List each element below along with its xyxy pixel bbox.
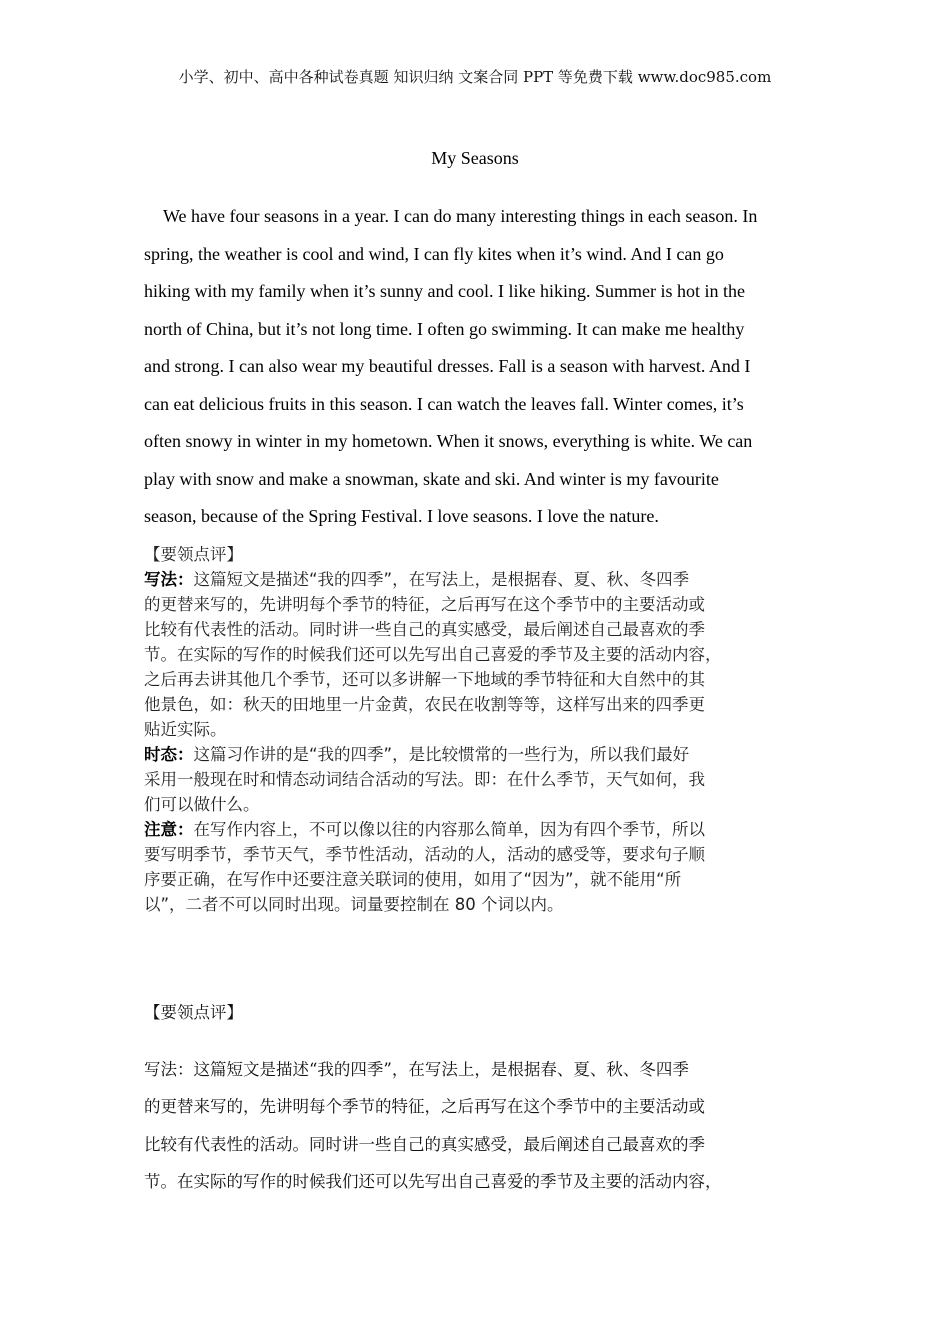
review-section — [144, 542, 814, 917]
writing-label: 写法： — [144, 570, 194, 589]
review-line: 要写明季节，季节天气，季节性活动，活动的人，活动的感受等，要求句子顺 — [144, 845, 705, 864]
review-line: 贴近实际。 — [144, 720, 227, 739]
review-line: 节。在实际的写作的时候我们还可以先写出自己喜爱的季节及主要的活动内容， — [144, 645, 722, 664]
essay-line: season, because of the Spring Festival. I love seasons. I love the nature. — [144, 506, 659, 526]
essay-line: hiking with my family when it’s sunny and cool. I like hiking. Summer is hot in the — [144, 281, 745, 301]
repeat-line: 写法：这篇短文是描述“我的四季”，在写法上，是根据春、夏、秋、冬四季 — [144, 1059, 689, 1079]
essay-line: We have four seasons in a year. I can do many interesting things in each season. In — [163, 206, 758, 226]
review-line: 序要正确，在写作中还要注意关联词的使用，如用了“因为”，就不能用“所 — [144, 870, 682, 889]
review-line: 时态：这篇习作讲的是“我的四季”，是比较惯常的一些行为，所以我们最好 — [144, 745, 690, 764]
note-label: 注意： — [144, 820, 194, 839]
essay-line: spring, the weather is cool and wind, I can fly kites when it’s wind. And I can go — [144, 243, 724, 264]
review-line: 注意：在写作内容上，不可以像以往的内容那么简单，因为有四个季节，所以 — [144, 820, 705, 839]
repeat-heading: 【要领点评】 — [144, 1003, 243, 1022]
essay-line: north of China, but it’s not long time. I often go swimming. It can make me healthy — [144, 318, 745, 339]
essay-title: My Seasons — [431, 148, 519, 168]
repeat-line: 的更替来写的，先讲明每个季节的特征，之后再写在这个季节中的主要活动或 — [144, 1097, 705, 1116]
review-line: 们可以做什么。 — [144, 795, 260, 814]
review-line: 之后再去讲其他几个季节，还可以多讲解一下地域的季节特征和大自然中的其 — [144, 670, 705, 689]
page-header: 小学、初中、高中各种试卷真题 知识归纳 文案合同 PPT 等免费下载 www.doc985.com — [178, 68, 772, 86]
repeat-section — [144, 994, 814, 1201]
essay-line: often snowy in winter in my hometown. When it snows, everything is white. We can — [144, 431, 753, 451]
tense-label: 时态： — [144, 745, 194, 764]
review-heading: 【要领点评】 — [144, 545, 243, 564]
review-line: 采用一般现在时和情态动词结合活动的写法。即：在什么季节，天气如何，我 — [144, 770, 705, 789]
repeat-line: 节。在实际的写作的时候我们还可以先写出自己喜爱的季节及主要的活动内容， — [144, 1172, 722, 1191]
repeat-line: 比较有代表性的活动。同时讲一些自己的真实感受，最后阐述自己最喜欢的季 — [144, 1134, 705, 1154]
review-line: 比较有代表性的活动。同时讲一些自己的真实感受，最后阐述自己最喜欢的季 — [144, 620, 705, 639]
review-line: 的更替来写的，先讲明每个季节的特征，之后再写在这个季节中的主要活动或 — [144, 595, 705, 614]
essay-line: and strong. I can also wear my beautiful dresses. Fall is a season with harvest. And I — [144, 356, 751, 376]
essay-line: can eat delicious fruits in this season. I can watch the leaves fall. Winter comes, it’s — [144, 393, 744, 414]
review-line: 他景色，如：秋天的田地里一片金黄，农民在收割等等，这样写出来的四季更 — [144, 695, 705, 714]
essay-line: play with snow and make a snowman, skate and ski. And winter is my favourite — [144, 468, 719, 489]
essay-body — [144, 198, 806, 536]
review-line: 写法：这篇短文是描述“我的四季”，在写法上，是根据春、夏、秋、冬四季 — [144, 570, 690, 589]
review-line: 以”，二者不可以同时出现。词量要控制在 80 个词以内。 — [144, 895, 564, 914]
